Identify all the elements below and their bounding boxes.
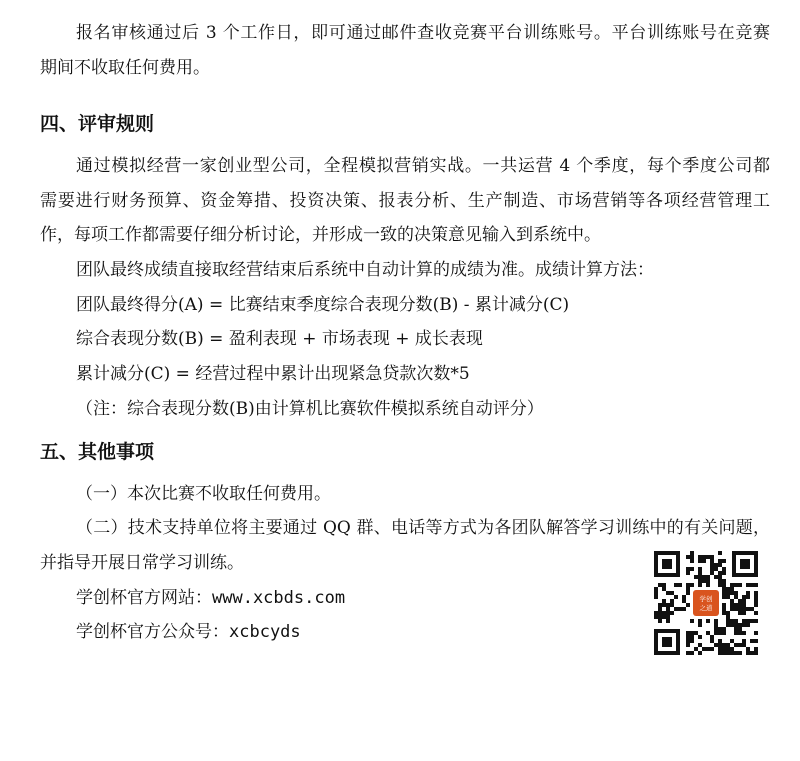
formula-performance-score: 综合表现分数(B) = 盈利表现 + 市场表现 + 成长表现 (76, 329, 483, 349)
official-website-label: 学创杯官方网站： (76, 588, 212, 608)
other-item-2-line2: 并指导开展日常学习训练。 (40, 553, 244, 573)
section-4-para2: 团队最终成绩直接取经营结束后系统中自动计算的成绩为准。成绩计算方法： (76, 260, 654, 280)
other-item-2-line1: （二）技术支持单位将主要通过 QQ 群、电话等方式为各团队解答学习训练中的有关问题， (76, 518, 770, 538)
intro-line-1: 报名审核通过后 3 个工作日，即可通过邮件查收竞赛平台训练账号。平台训练账号在竞赛 (76, 23, 770, 43)
section-4-para1-line3: 作，每项工作都需要仔细分析讨论，并形成一致的决策意见输入到系统中。 (40, 225, 601, 245)
other-item-1: （一）本次比赛不收取任何费用。 (76, 484, 331, 504)
scoring-note: （注：综合表现分数(B)由计算机比赛软件模拟系统自动评分） (76, 399, 544, 419)
formula-total-score: 团队最终得分(A) = 比赛结束季度综合表现分数(B) - 累计减分(C) (76, 295, 570, 315)
qr-logo-text-top: 学创 (699, 595, 713, 603)
section-4-para1-line1: 通过模拟经营一家创业型公司，全程模拟营销实战。一共运营 4 个季度，每个季度公司都 (76, 156, 770, 176)
section-4-heading: 四、评审规则 (40, 113, 155, 135)
section-5-heading: 五、其他事项 (40, 441, 155, 463)
qr-logo (693, 590, 719, 616)
intro-line-2: 期间不收取任何费用。 (40, 58, 210, 78)
official-wechat-label: 学创杯官方公众号： (76, 622, 229, 642)
section-4-para1-line2: 需要进行财务预算、资金筹措、投资决策、报表分析、生产制造、市场营销等各项经营管理工 (40, 191, 770, 211)
qr-code-icon (652, 549, 760, 657)
official-website-link[interactable]: www.xcbds.com (212, 588, 346, 608)
official-wechat-id: xcbcyds (229, 622, 301, 642)
formula-deduction: 累计减分(C) = 经营过程中累计出现紧急贷款次数*5 (76, 364, 470, 384)
qr-logo-text-bottom: 之道 (699, 604, 713, 612)
